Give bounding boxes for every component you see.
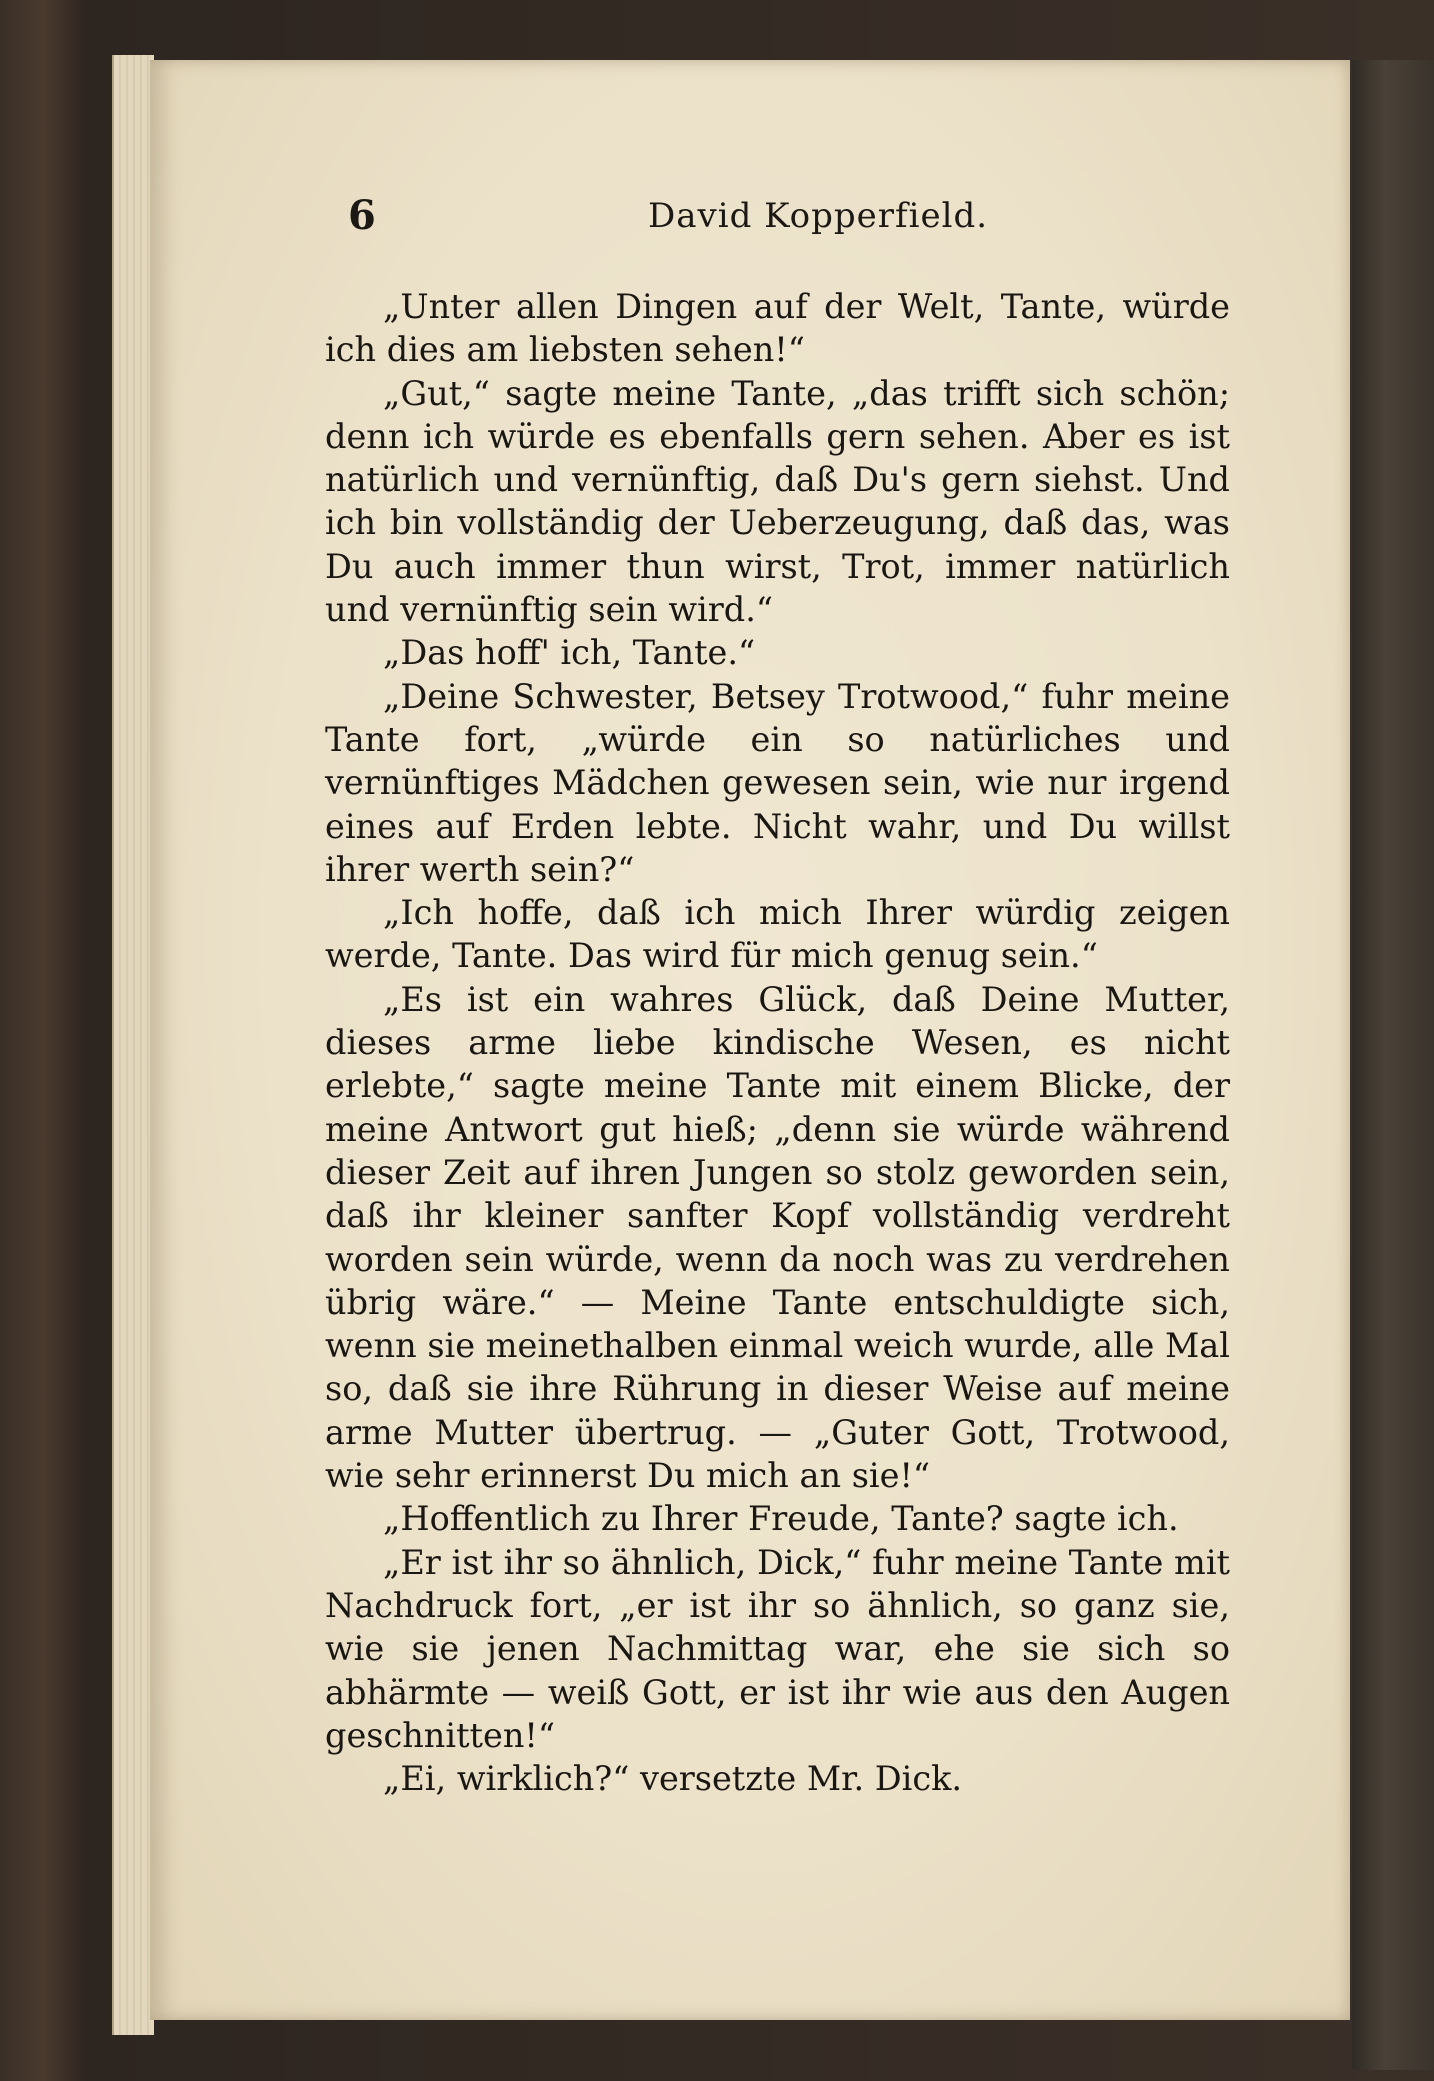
paragraph: „Er ist ihr so ähnlich, Dick,“ fuhr meine Tante mit Nachdruck fort, „er ist ihr so ähnlich, so ganz sie, wie sie jenen Nachmittag war, ehe sie sich so abhärmte — weiß Gott, er ist ihr wie aus den Augen geschnitten!“	[325, 1542, 1230, 1755]
page-number: 6	[348, 192, 376, 239]
paragraph: „Gut,“ sagte meine Tante, „das trifft sich schön; denn ich würde es ebenfalls gern sehen. Aber es ist natürlich und vernünftig, daß Du's gern siehst. Und ich bin vollständig der Ueberzeugung, daß das, was Du auch immer thun wirst, Trot, immer natürlich und vernünftig sein wird.“	[325, 373, 1230, 630]
paragraph: „Ei, wirklich?“ versetzte Mr. Dick.	[383, 1759, 963, 1799]
paragraph: „Es ist ein wahres Glück, daß Deine Mutter, dieses arme liebe kindische Wesen, es nicht erlebte,“ sagte meine Tante mit einem Blicke, der meine Antwort gut hieß; „denn sie würde während dieser Zeit auf ihren Jungen so stolz geworden sein, daß ihr kleiner sanfter Kopf vollständig verdreht worden sein würde, wenn da noch was zu verdrehen übrig wäre.“ — Meine Tante entschuldigte sich, wenn sie meinethalben einmal weich wurde, alle Mal so, daß sie ihre Rührung in dieser Weise auf meine arme Mutter übertrug. — „Guter Gott, Trotwood, wie sehr erinnerst Du mich an sie!“	[325, 979, 1230, 1496]
page-edges	[112, 55, 154, 2035]
running-title: David Kopperfield.	[647, 196, 989, 236]
body-text	[325, 285, 1230, 1800]
paragraph: „Unter allen Dingen auf der Welt, Tante, würde ich dies am liebsten sehen!“	[325, 287, 1230, 370]
paragraph: „Hoffentlich zu Ihrer Freude, Tante? sagte ich.	[383, 1499, 1179, 1539]
paragraph: „Das hoff' ich, Tante.“	[383, 633, 756, 673]
paragraph: „Ich hoffe, daß ich mich Ihrer würdig zeigen werde, Tante. Das wird für mich genug sein.“	[325, 893, 1230, 976]
book-cover-right-edge	[1352, 60, 1434, 2070]
page-header	[348, 192, 1228, 244]
paragraph: „Deine Schwester, Betsey Trotwood,“ fuhr meine Tante fort, „würde ein so natürliches und vernünftiges Mädchen gewesen sein, wie nur irgend eines auf Erden lebte. Nicht wahr, und Du willst ihrer werth sein?“	[325, 676, 1230, 889]
